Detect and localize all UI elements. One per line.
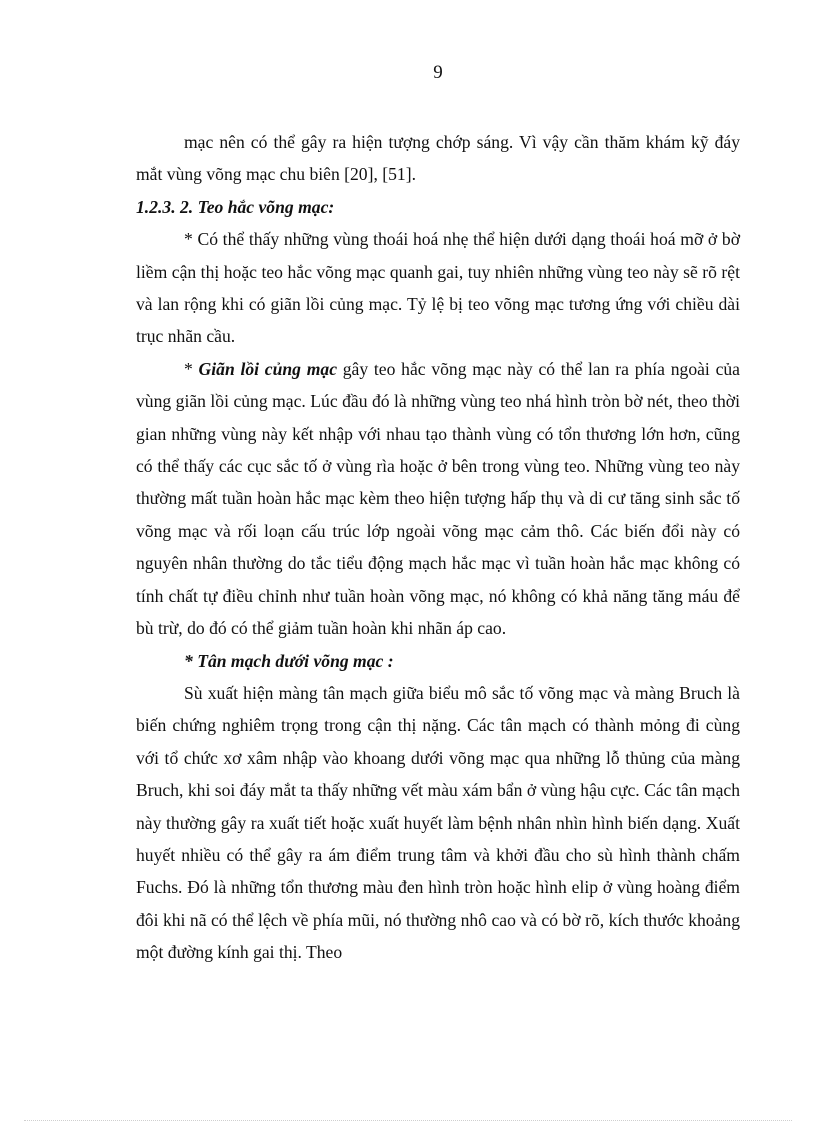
paragraph-staphyloma-text: gây teo hắc võng mạc này có thể lan ra phía ngoài của vùng giãn lồi củng mạc. Lúc đầu đó là những vùng teo nhá hình tròn bờ nét, theo thời gian những vùng này kết nhập với nhau tạo thành vùng có tổn thương lớn hơn, cũng có thể thấy các cục sắc tố ở vùng rìa hoặc ở bên trong vùng teo. Những vùng teo này thường mất tuần hoàn hắc mạc kèm theo hiện tượng hấp thụ và di cư tăng sinh sắc tố võng mạc và rối loạn cấu trúc lớp ngoài võng mạc cảm thô. Các biến đổi này có nguyên nhân thường do tắc tiểu động mạch hắc mạc vì tuần hoàn hắc mạc không có tính chất tự điều chỉnh như tuần hoàn võng mạc, nó không có khả năng tăng máu để bù trừ, do đó có thể giảm tuần hoàn khi nhãn áp cao. [136,358,740,639]
paragraph-staphyloma [136,353,740,645]
paragraph-atrophy: * Có thể thấy những vùng thoái hoá nhẹ thể hiện dưới dạng thoái hoá mỡ ở bờ liềm cận thị hoặc teo hắc võng mạc quanh gai, tuy nhiên những vùng teo này sẽ rõ rệt và lan rộng khi có giãn lồi củng mạc. Tỷ lệ bị teo võng mạc tương ứng với chiều dài trục nhãn cầu. [136,229,740,347]
bullet-marker: * [184,358,199,379]
paragraph-continuation: mạc nên có thể gây ra hiện tượng chớp sáng. Vì vậy cần thăm khám kỹ đáy mắt vùng võng mạc chu biên [20], [51]. [136,132,740,185]
body-text [136,126,740,969]
paragraph-neovascular: Sù xuất hiện màng tân mạch giữa biểu mô sắc tố võng mạc và màng Bruch là biến chứng nghiêm trọng trong cận thị nặng. Các tân mạch có thành mỏng đi cùng với tổ chức xơ xâm nhập vào khoang dưới võng mạc qua những lỗ thủng của màng Bruch, khi soi đáy mắt ta thấy những vết màu xám bẩn ở vùng hậu cực. Các tân mạch này thường gây ra xuất tiết hoặc xuất huyết làm bệnh nhân nhìn hình biến dạng. Xuất huyết nhiều có thể gây ra ám điểm trung tâm và khởi đầu cho sù hình thành chấm Fuchs. Đó là những tổn thương màu đen hình tròn hoặc hình elip ở vùng hoàng điểm đôi khi nã có thể lệch về phía mũi, nó thường nhô cao và có bờ rõ, kích thước khoảng một đường kính gai thị. Theo [136,682,740,963]
subsection-heading: * Tân mạch dưới võng mạc : [184,650,394,671]
section-heading: 1.2.3. 2. Teo hắc võng mạc: [136,196,335,217]
emphasis-term: Giãn lồi củng mạc [198,358,338,379]
page-number: 9 [433,62,443,83]
footer-divider [24,1120,792,1121]
